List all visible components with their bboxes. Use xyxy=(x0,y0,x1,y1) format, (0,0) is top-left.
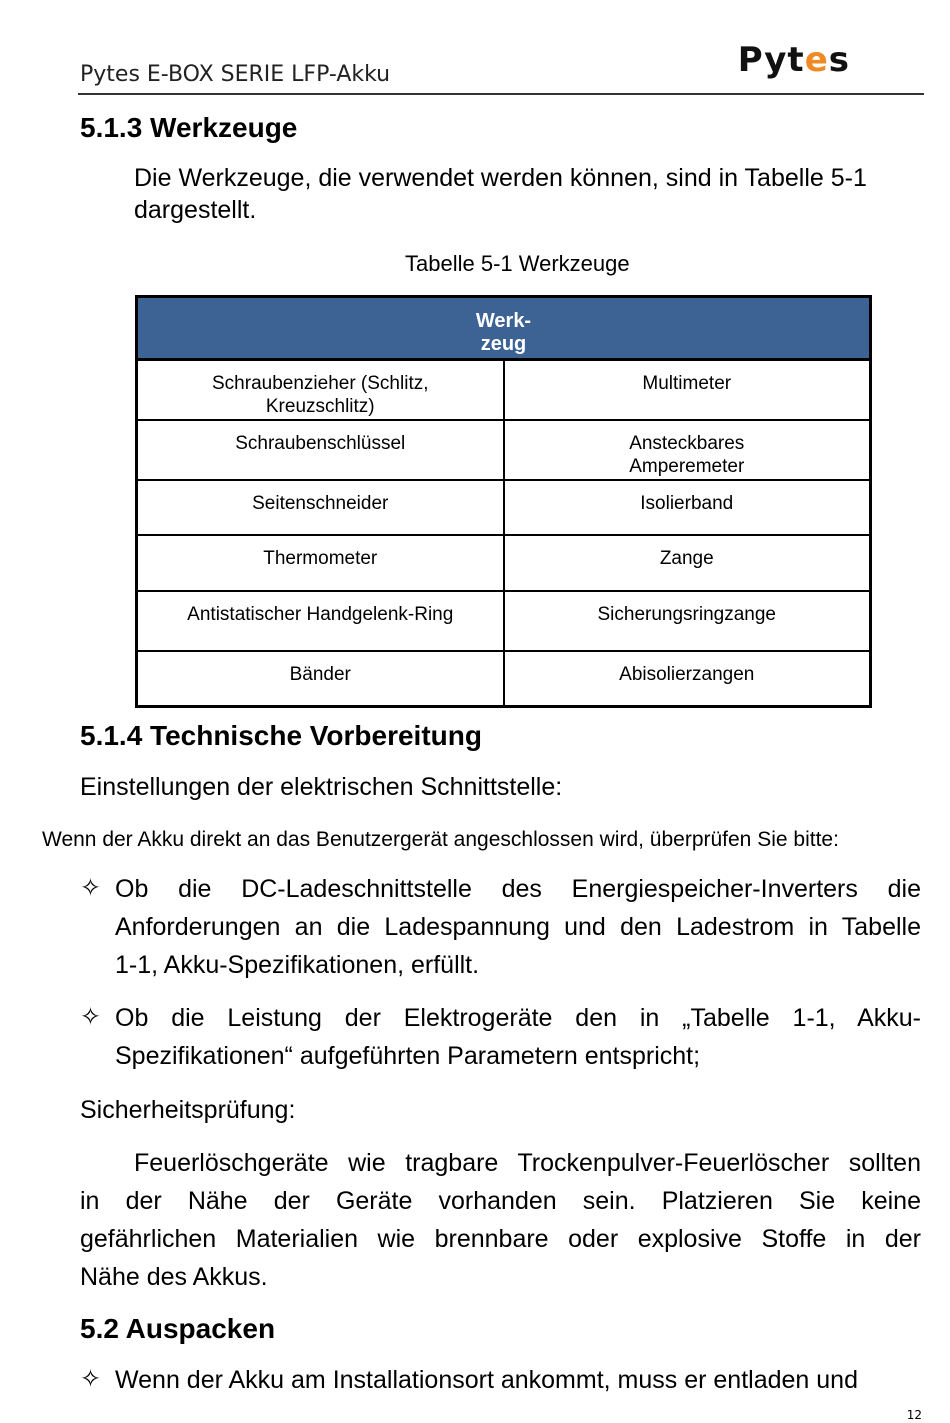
header-divider xyxy=(78,93,924,95)
table-row xyxy=(137,591,871,651)
safety-line4: Nähe des Akkus. xyxy=(80,1263,268,1291)
check-intro: Wenn der Akku direkt an das Benutzergerät angeschlossen wird, überprüfen Sie bitte: xyxy=(42,828,839,851)
logo-text-pre: Pyt xyxy=(737,40,805,80)
safety-line1: Feuerlöschgeräte wie tragbare Trockenpulver-Feuerlöscher sollten xyxy=(134,1149,921,1177)
table-cell: Antistatischer Handgelenk-Ring xyxy=(137,591,504,651)
safety-heading: Sicherheitsprüfung: xyxy=(80,1096,296,1124)
bullet-star-icon: ✧ xyxy=(80,1003,101,1031)
tools-table-header xyxy=(137,297,871,360)
document-header-title: Pytes E-BOX SERIE LFP-Akku xyxy=(80,62,391,87)
table-cell: Schraubenzieher (Schlitz, Kreuzschlitz) xyxy=(137,360,504,420)
bullet1-line1: Ob die DC-Ladeschnittstelle des Energiespeicher-Inverters die xyxy=(115,875,921,903)
pytes-logo xyxy=(738,40,850,80)
table-cell: Multimeter xyxy=(504,360,871,420)
safety-line2: in der Nähe der Geräte vorhanden sein. Platzieren Sie keine xyxy=(80,1187,921,1215)
tools-table-header-row xyxy=(137,297,871,360)
section-514-heading: 5.1.4 Technische Vorbereitung xyxy=(80,720,482,751)
bullet1-line3: 1-1, Akku-Spezifikationen, erfüllt. xyxy=(115,951,480,979)
table-caption: Tabelle 5-1 Werkzeuge xyxy=(405,251,630,276)
tools-table xyxy=(135,295,872,708)
section-513-heading: 5.1.3 Werkzeuge xyxy=(80,112,298,143)
table-row xyxy=(137,420,871,480)
bullet2-line1: Ob die Leistung der Elektrogeräte den in „Tabelle 1-1, Akku- xyxy=(115,1004,921,1032)
bullet2-line2: Spezifikationen“ aufgeführten Parametern entspricht; xyxy=(115,1042,701,1070)
table-row xyxy=(137,360,871,420)
section-514-subheading: Einstellungen der elektrischen Schnittstelle: xyxy=(80,773,563,801)
table-cell: Sicherungsringzange xyxy=(504,591,871,651)
tools-table-header-label: Werk-zeug xyxy=(475,310,532,355)
section-513-intro-line2: dargestellt. xyxy=(134,196,257,224)
table-cell: Thermometer xyxy=(137,535,504,591)
table-cell: Schraubenschlüssel xyxy=(137,420,504,480)
bullet1-line2: Anforderungen an die Ladespannung und den Ladestrom in Tabelle xyxy=(115,913,921,941)
table-cell: Ansteckbares Amperemeter xyxy=(504,420,871,480)
section-52-heading: 5.2 Auspacken xyxy=(80,1313,276,1344)
logo-text-post: s xyxy=(828,40,850,80)
table-cell: Seitenschneider xyxy=(137,480,504,535)
table-row xyxy=(137,651,871,707)
section-513-intro-line1: Die Werkzeuge, die verwendet werden können, sind in Tabelle 5-1 xyxy=(134,164,867,192)
page-number: 12 xyxy=(906,1408,922,1422)
section-52-bullet1: Wenn der Akku am Installationsort ankommt, muss er entladen und xyxy=(115,1366,858,1394)
bullet-star-icon: ✧ xyxy=(80,1365,101,1393)
table-cell: Bänder xyxy=(137,651,504,707)
table-cell: Zange xyxy=(504,535,871,591)
table-cell: Abisolierzangen xyxy=(504,651,871,707)
safety-line3: gefährlichen Materialien wie brennbare oder explosive Stoffe in der xyxy=(80,1225,921,1253)
bullet-star-icon: ✧ xyxy=(80,874,101,902)
logo-text-e: e xyxy=(804,40,829,80)
table-row xyxy=(137,480,871,535)
table-cell: Isolierband xyxy=(504,480,871,535)
table-row xyxy=(137,535,871,591)
